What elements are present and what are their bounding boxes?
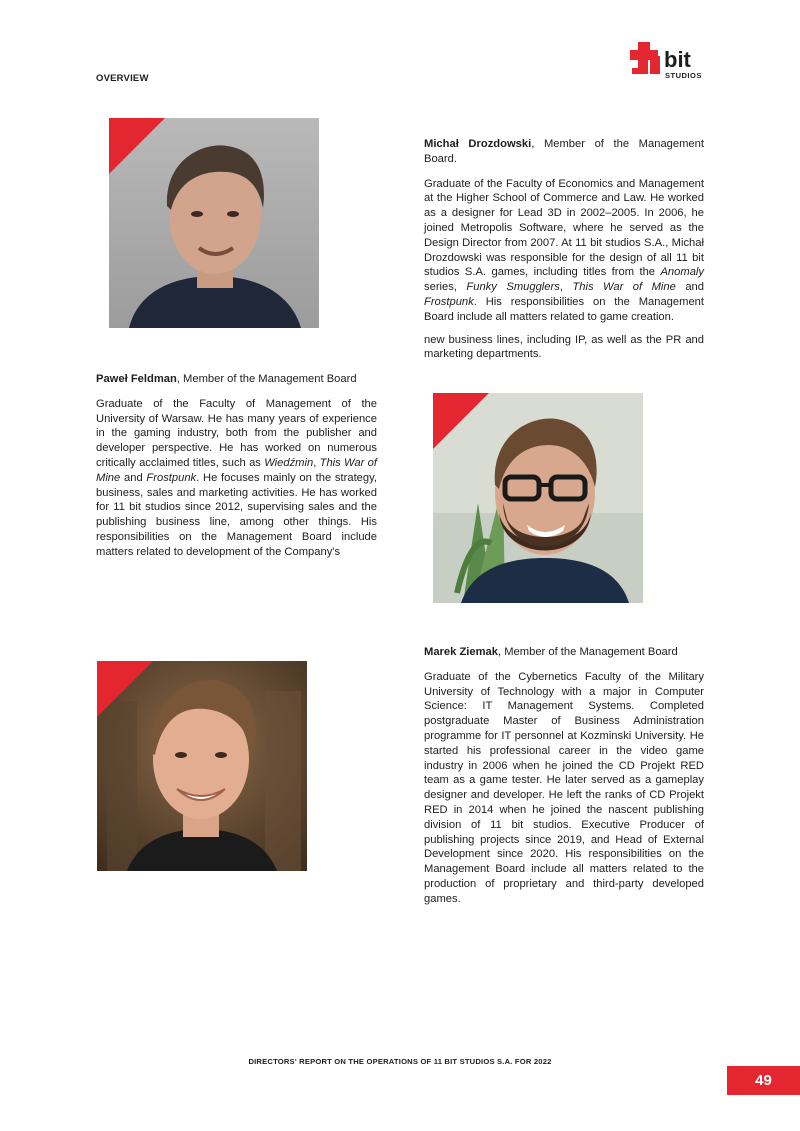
bio-continued-pawel-feldman: new business lines, including IP, as well as the PR and marketing departments. [424,333,704,361]
svg-text:bit: bit [664,47,691,72]
photo-pawel-feldman [109,118,319,328]
bio-text-michal-drozdowski: Graduate of the Faculty of Economics and Management at the Higher School of Commerce and Law. He worked as a designer for Lead 3D in 2002–2005. In 2006, he joined Metropolis Software, where he served as the Design Director from 2007. At 11 bit studios S.A., Michał Drozdowski was responsible for the design of all 11 bit studios S.A. games, including titles from the Anomaly series, Funky Smugglers, This War of Mine and Frostpunk. His responsibilities on the Management Board include all matters related to game creation. [424,177,704,323]
heading-pawel-feldman: Paweł Feldman, Member of the Management Board [96,373,357,385]
photo-michal-drozdowski [433,393,643,603]
photo-marek-ziemak [97,661,307,871]
logo-icon [630,42,708,82]
svg-text:STUDIOS: STUDIOS [665,71,702,80]
bio-pawel-feldman [96,372,377,570]
bio-text-pawel-feldman: Graduate of the Faculty of Management of the University of Warsaw. He has many years of experience in the gaming industry, both from the publisher and developer perspective. He has worked on numerous critically acclaimed titles, such as Wiedźmin, This War of Mine and Frostpunk. He focuses mainly on the strategy, business, sales and marketing activities. He has worked for 11 bit studios since 2012, supervising sales and the publishing business line, among other things. His responsibilities on the Management Board include matters related to development of the Company's [96,397,377,558]
page-number-badge: 49 [727,1066,800,1095]
company-logo [630,42,708,82]
section-label: OVERVIEW [96,73,149,84]
footer-report-title: DIRECTORS' REPORT ON THE OPERATIONS OF 11 BIT STUDIOS S.A. FOR 2022 [248,1057,552,1066]
bio-marek-ziemak [424,645,704,917]
heading-michal-drozdowski: Michał Drozdowski, Member of the Management Board. [424,138,704,165]
heading-marek-ziemak: Marek Ziemak, Member of the Management Board [424,646,678,658]
bio-text-marek-ziemak: Graduate of the Cybernetics Faculty of the Military University of Technology with a major in Computer Science: IT Management Systems. Completed postgraduate Master of Business Administration programme for IT personnel at Kozminski University. He started his professional career in the video game industry in 2006 when he joined the CD Projekt RED team as a game tester. He later served as a gameplay designer and developer. He left the ranks of CD Projekt RED in 2014 when he joined the nascent publishing division of 11 bit studios. Executive Producer of publishing projects since 2019, and Head of External Development since 2020. His responsibilities on the Management Board include all matters related to the production of proprietary and third-party developed games. [424,670,704,905]
bio-michal-drozdowski [424,137,704,372]
